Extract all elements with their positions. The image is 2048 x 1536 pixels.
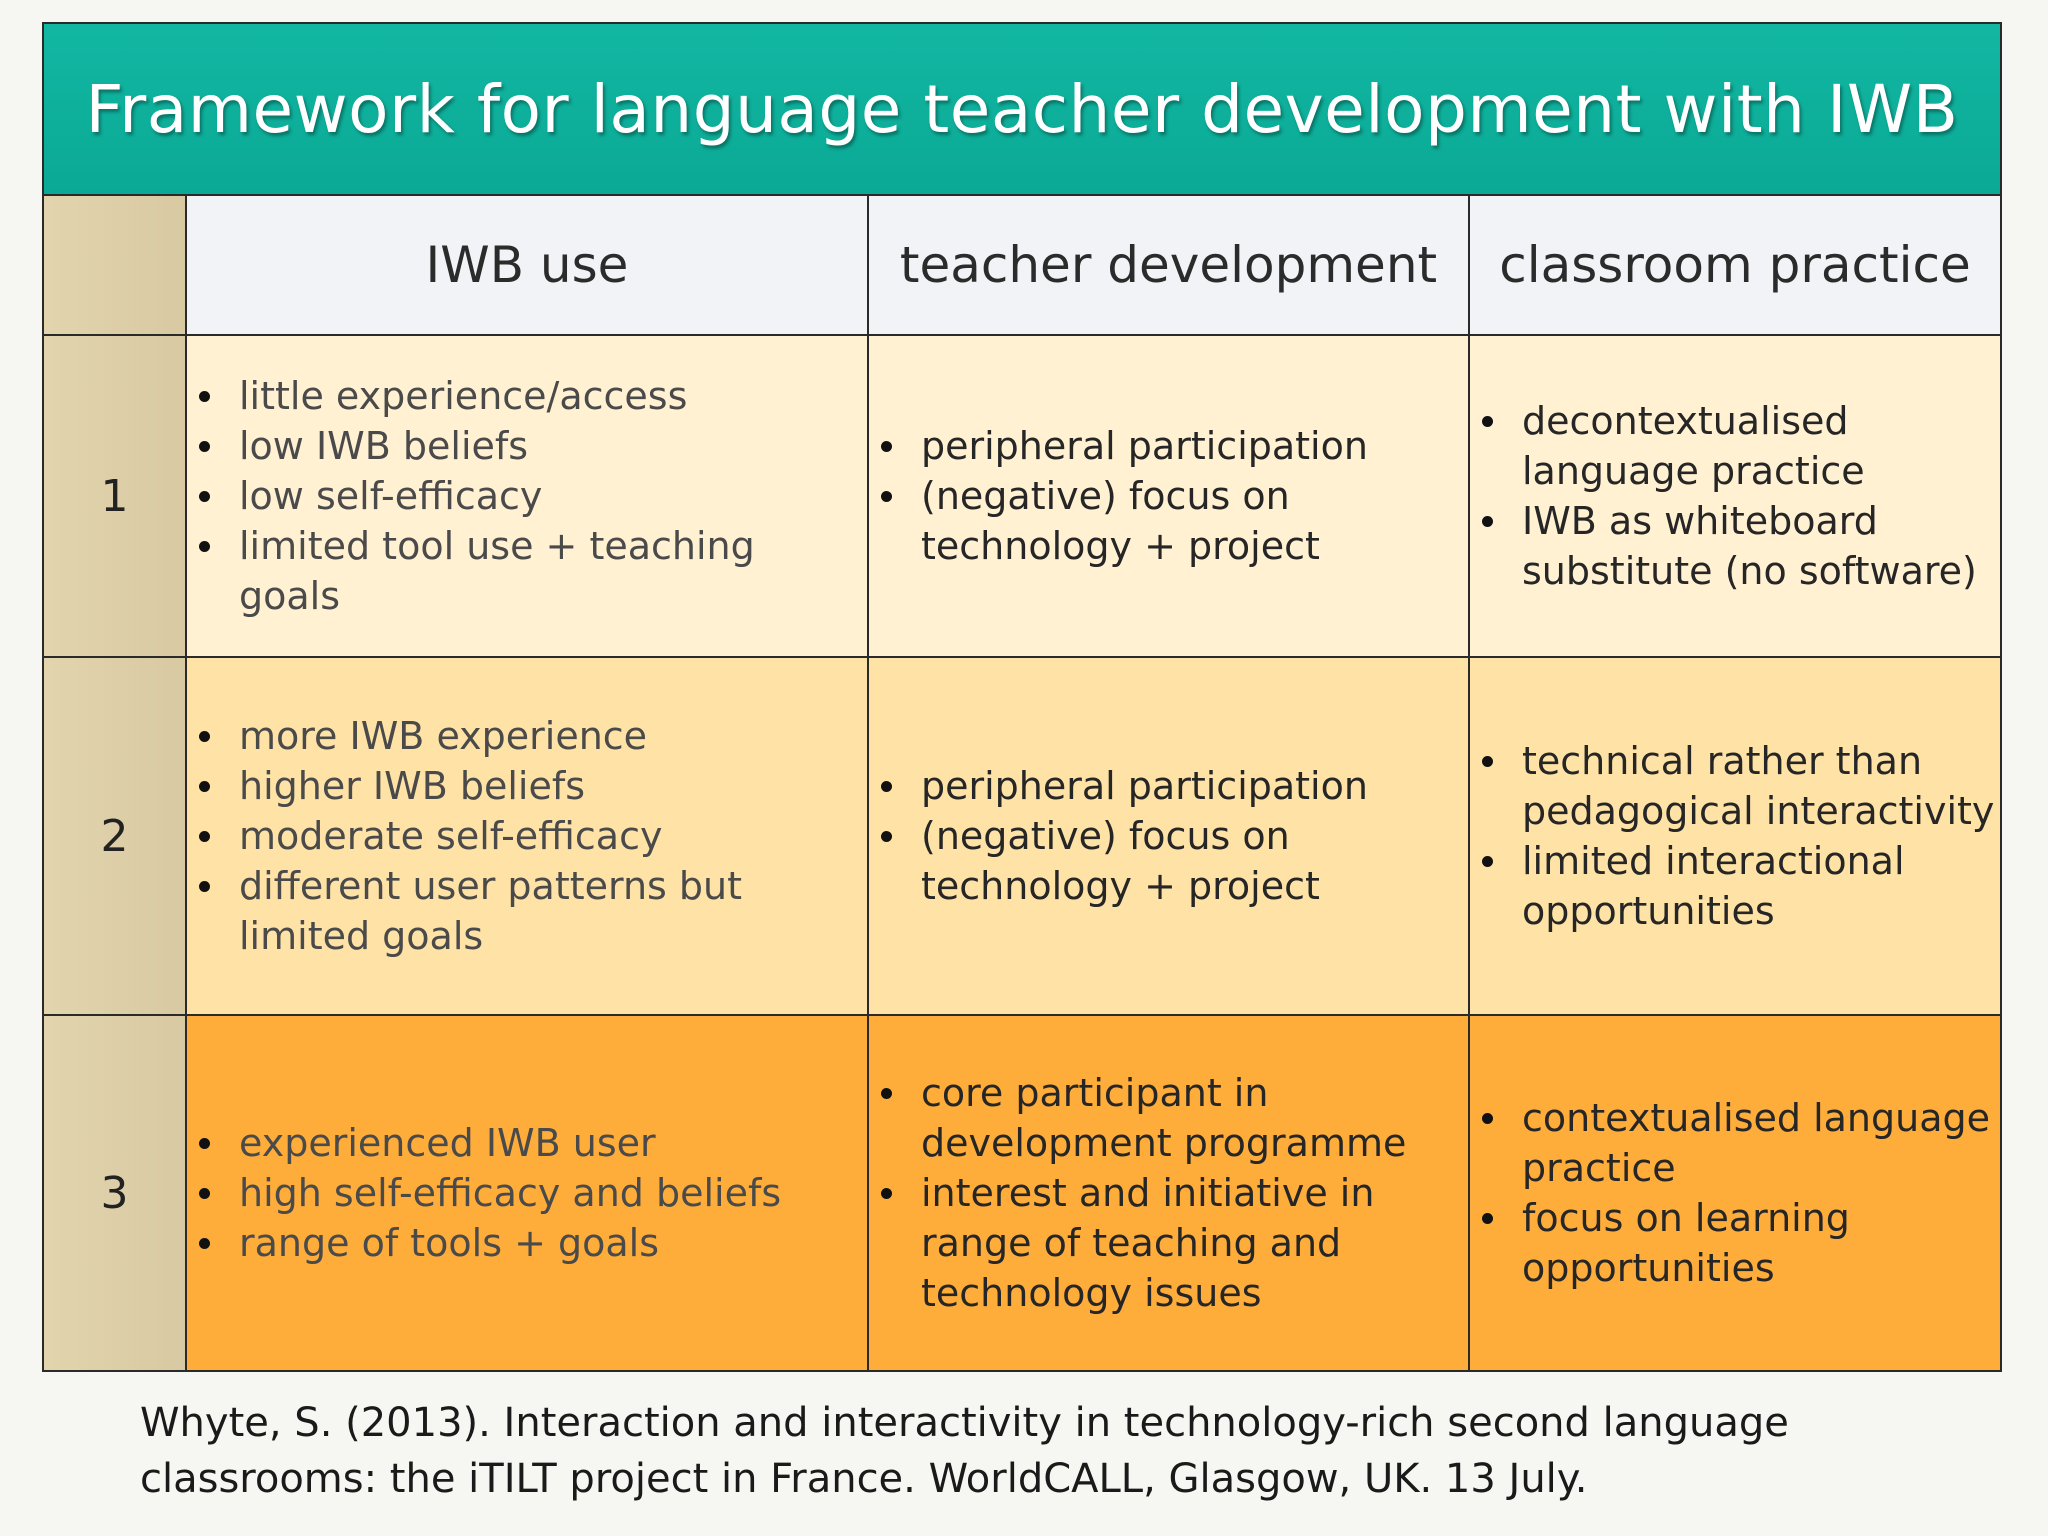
list-item: limited interactional opportunities — [1522, 836, 2000, 936]
page-title: Framework for language teacher development with IWB — [85, 70, 1959, 148]
row-level-1: 1 — [44, 334, 187, 656]
row-level-3: 3 — [44, 1014, 187, 1370]
header-iwb-use: IWB use — [187, 194, 869, 334]
list-item: technical rather than pedagogical interactivity — [1522, 736, 2000, 836]
row2-teacher-development — [869, 656, 1470, 1014]
list-item: more IWB experience — [239, 711, 867, 761]
bullet-list — [187, 1118, 781, 1268]
bullet-list — [1470, 1093, 2000, 1293]
list-item: decontextualised language practice — [1522, 396, 2000, 496]
list-item: range of tools + goals — [239, 1218, 781, 1268]
list-item: (negative) focus on technology + project — [921, 811, 1468, 911]
row3-classroom-practice — [1470, 1014, 2000, 1370]
bullet-list — [869, 761, 1468, 911]
row1-iwb-use — [187, 334, 869, 656]
list-item: experienced IWB user — [239, 1118, 781, 1168]
bullet-list — [1470, 396, 2000, 596]
bullet-list — [1470, 736, 2000, 936]
header-teacher-development: teacher development — [869, 194, 1470, 334]
list-item: low IWB beliefs — [239, 421, 867, 471]
row3-iwb-use — [187, 1014, 869, 1370]
bullet-list — [869, 1068, 1468, 1318]
citation-line: classrooms: the iTILT project in France. WorldCALL, Glasgow, UK. 13 July. — [140, 1456, 1588, 1502]
list-item: little experience/access — [239, 371, 867, 421]
corner-cell — [44, 194, 187, 334]
list-item: core participant in development programme — [921, 1068, 1468, 1168]
row3-teacher-development — [869, 1014, 1470, 1370]
table-grid — [44, 194, 2000, 1370]
citation — [140, 1395, 1789, 1507]
bullet-list — [869, 421, 1468, 571]
row1-classroom-practice — [1470, 334, 2000, 656]
list-item: (negative) focus on technology + project — [921, 471, 1468, 571]
list-item: higher IWB beliefs — [239, 761, 867, 811]
list-item: limited tool use + teaching goals — [239, 521, 867, 621]
list-item: peripheral participation — [921, 761, 1468, 811]
row-level-2: 2 — [44, 656, 187, 1014]
list-item: IWB as whiteboard substitute (no software) — [1522, 496, 2000, 596]
list-item: peripheral participation — [921, 421, 1468, 471]
list-item: contextualised language practice — [1522, 1093, 2000, 1193]
row2-iwb-use — [187, 656, 869, 1014]
list-item: moderate self-efficacy — [239, 811, 867, 861]
header-classroom-practice: classroom practice — [1470, 194, 2000, 334]
list-item: focus on learning opportunities — [1522, 1193, 2000, 1293]
row2-classroom-practice — [1470, 656, 2000, 1014]
citation-line: Whyte, S. (2013). Interaction and interactivity in technology-rich second language — [140, 1400, 1789, 1446]
list-item: interest and initiative in range of teaching and technology issues — [921, 1168, 1468, 1318]
list-item: different user patterns but limited goals — [239, 861, 867, 961]
list-item: low self-efficacy — [239, 471, 867, 521]
bullet-list — [187, 371, 867, 621]
row1-teacher-development — [869, 334, 1470, 656]
framework-table — [42, 22, 2002, 1372]
title-bar — [44, 24, 2000, 194]
list-item: high self-efficacy and beliefs — [239, 1168, 781, 1218]
bullet-list — [187, 711, 867, 961]
